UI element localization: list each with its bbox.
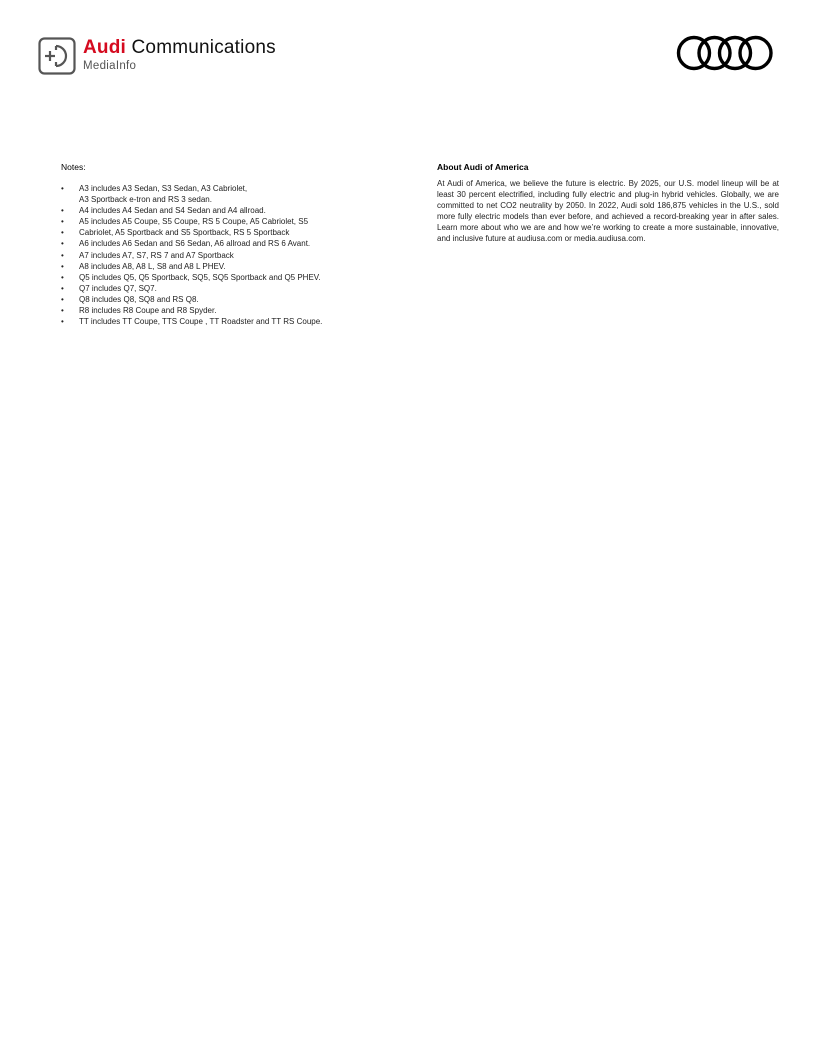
list-item <box>61 183 401 205</box>
brand-block <box>83 37 276 73</box>
note-line: • A8 includes A8, A8 L, S8 and A8 L PHEV. <box>79 261 226 271</box>
note-line: • A5 includes A5 Coupe, S5 Coupe, RS 5 Coupe, A5 Cabriolet, S5 <box>79 217 309 227</box>
list-item <box>61 227 401 238</box>
note-line: A3 Sportback e-tron and RS 3 sedan. <box>79 195 212 205</box>
note-line: • TT includes TT Coupe, TTS Coupe , TT Roadster and TT RS Coupe. <box>79 317 323 327</box>
note-line: • Q5 includes Q5, Q5 Sportback, SQ5, SQ5 Sportback and Q5 PHEV. <box>79 272 321 282</box>
list-item <box>61 205 401 216</box>
notes-heading: Notes: <box>61 162 86 172</box>
brand-name: Audi <box>83 37 127 58</box>
notes-section <box>61 162 401 327</box>
note-line: • Cabriolet, A5 Sportback and S5 Sportback, RS 5 Sportback <box>79 228 290 238</box>
audi-rings-logo <box>676 35 774 71</box>
note-line: • Q8 includes Q8, SQ8 and RS Q8. <box>79 294 199 304</box>
brand-subtitle: MediaInfo <box>83 60 137 72</box>
mediainfo-plug-icon <box>38 37 76 75</box>
list-item <box>61 250 401 261</box>
about-paragraph: At Audi of America, we believe the future is electric. By 2025, our U.S. model lineup will be at least 30 percent electrified, including fully electric and plug-in hybrid vehicles. Globally, we are committed to net CO2 neutrality by 2050. In 2022, Audi sold 186,875 vehicles in the U.S., sold more fully electric models than ever before, and achieved a record-breaking year in after sales. Learn more about who we are and how we’re working to create a more sustainable, innovative, and inclusive future at audiusa.com or media.audiusa.com. <box>437 179 779 244</box>
notes-list <box>61 183 401 327</box>
list-item <box>61 283 401 294</box>
note-line: • A7 includes A7, S7, RS 7 and A7 Sportback <box>79 250 234 260</box>
list-item <box>61 316 401 327</box>
list-item <box>61 261 401 272</box>
note-line: • A3 includes A3 Sedan, S3 Sedan, A3 Cabriolet, <box>79 184 248 193</box>
list-item <box>61 216 401 227</box>
about-heading: About Audi of America <box>437 162 529 172</box>
note-line: • R8 includes R8 Coupe and R8 Spyder. <box>79 306 217 316</box>
list-item <box>61 305 401 316</box>
brand-section: Communications <box>131 37 276 58</box>
list-item <box>61 238 401 249</box>
note-line: • Q7 includes Q7, SQ7. <box>79 283 157 293</box>
list-item <box>61 294 401 305</box>
about-section <box>437 162 779 245</box>
note-line: • A4 includes A4 Sedan and S4 Sedan and A4 allroad. <box>79 206 266 216</box>
brand-title <box>83 37 276 59</box>
list-item <box>61 272 401 283</box>
note-line: • A6 includes A6 Sedan and S6 Sedan, A6 allroad and RS 6 Avant. <box>79 239 311 249</box>
page-header <box>0 0 816 90</box>
